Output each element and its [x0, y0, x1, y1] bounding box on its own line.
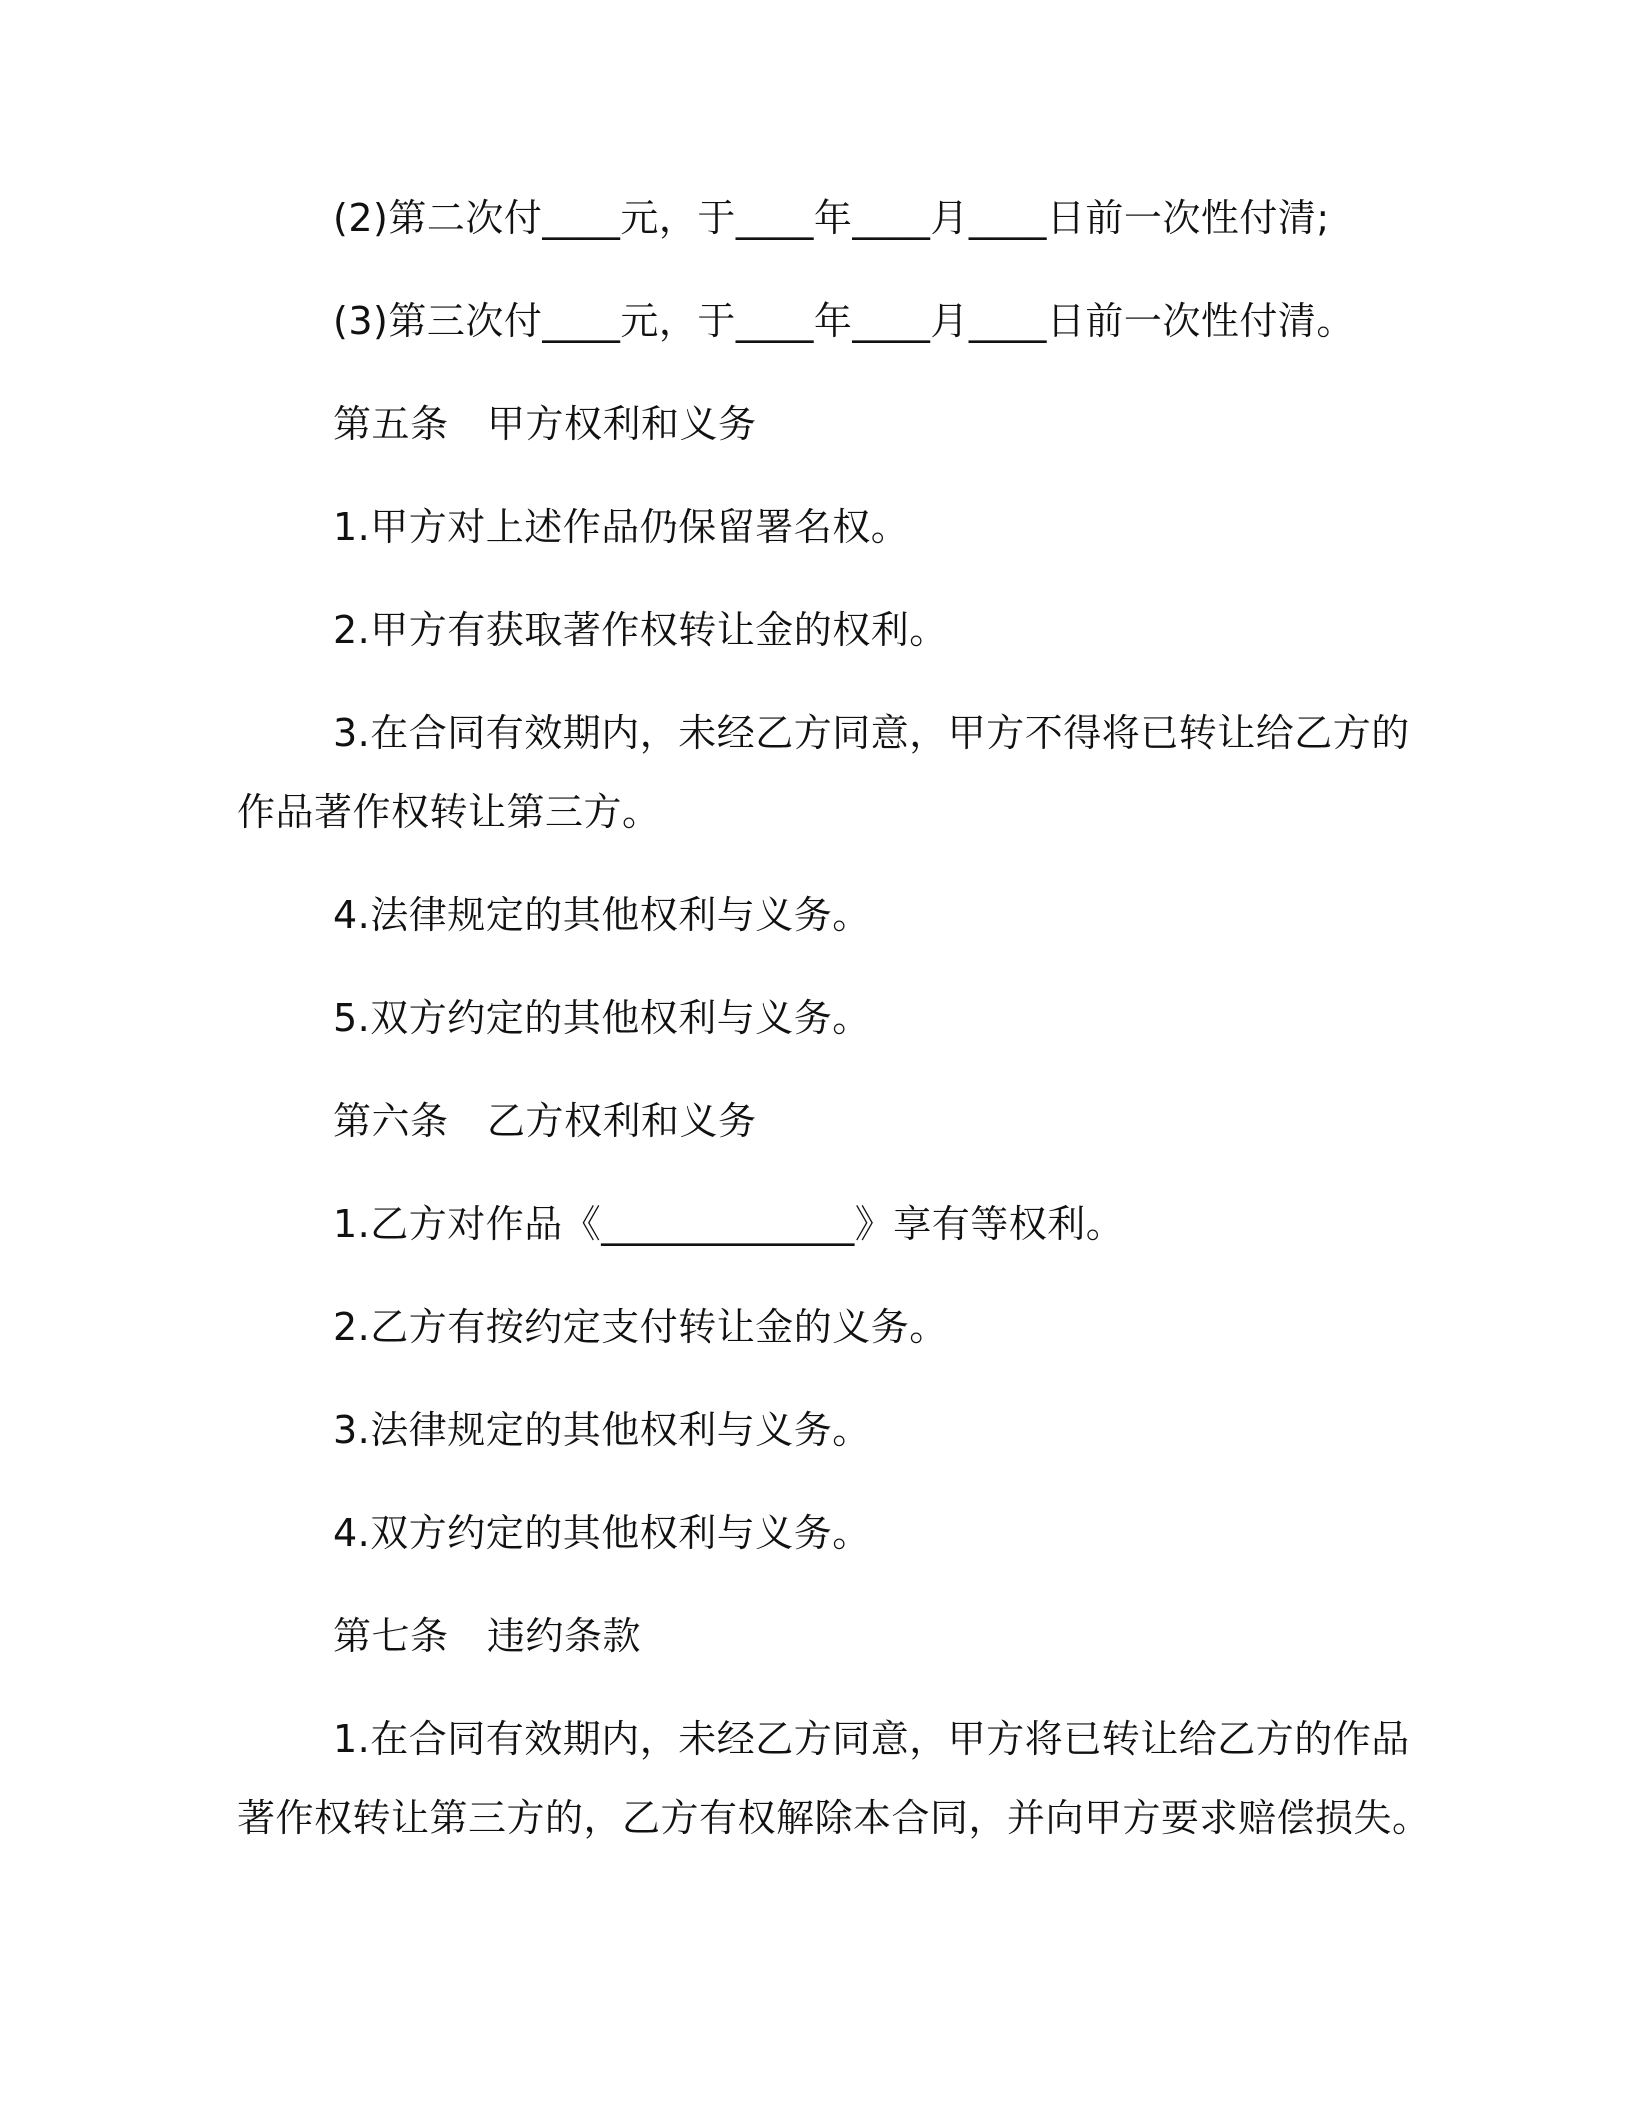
article-5-item-1: 1.甲方对上述作品仍保留署名权。 — [333, 505, 910, 549]
payment-item-2: (2)第二次付____元，于____年____月____日前一次性付清; — [333, 196, 1330, 240]
article-6-heading: 第六条 乙方权利和义务 — [333, 1099, 757, 1143]
article-5-item-4: 4.法律规定的其他权利与义务。 — [333, 893, 871, 937]
article-5-item-3-line-1: 3.在合同有效期内，未经乙方同意，甲方不得将已转让给乙方的 — [333, 711, 1410, 755]
article-6-item-2: 2.乙方有按约定支付转让金的义务。 — [333, 1305, 948, 1349]
article-5-item-3-line-2: 作品著作权转让第三方。 — [237, 790, 661, 834]
article-7-heading: 第七条 违约条款 — [333, 1614, 642, 1658]
article-5-item-5: 5.双方约定的其他权利与义务。 — [333, 996, 871, 1040]
payment-item-3: (3)第三次付____元，于____年____月____日前一次性付清。 — [333, 299, 1355, 343]
article-6-item-1: 1.乙方对作品《_____________》享有等权利。 — [333, 1202, 1125, 1246]
article-7-item-1-line-1: 1.在合同有效期内，未经乙方同意，甲方将已转让给乙方的作品 — [333, 1717, 1410, 1761]
article-6-item-3: 3.法律规定的其他权利与义务。 — [333, 1408, 871, 1452]
article-7-item-1-line-2: 著作权转让第三方的，乙方有权解除本合同，并向甲方要求赔偿损失。 — [237, 1796, 1431, 1840]
article-6-item-4: 4.双方约定的其他权利与义务。 — [333, 1511, 871, 1555]
article-5-heading: 第五条 甲方权利和义务 — [333, 402, 757, 446]
article-5-item-2: 2.甲方有获取著作权转让金的权利。 — [333, 608, 948, 652]
